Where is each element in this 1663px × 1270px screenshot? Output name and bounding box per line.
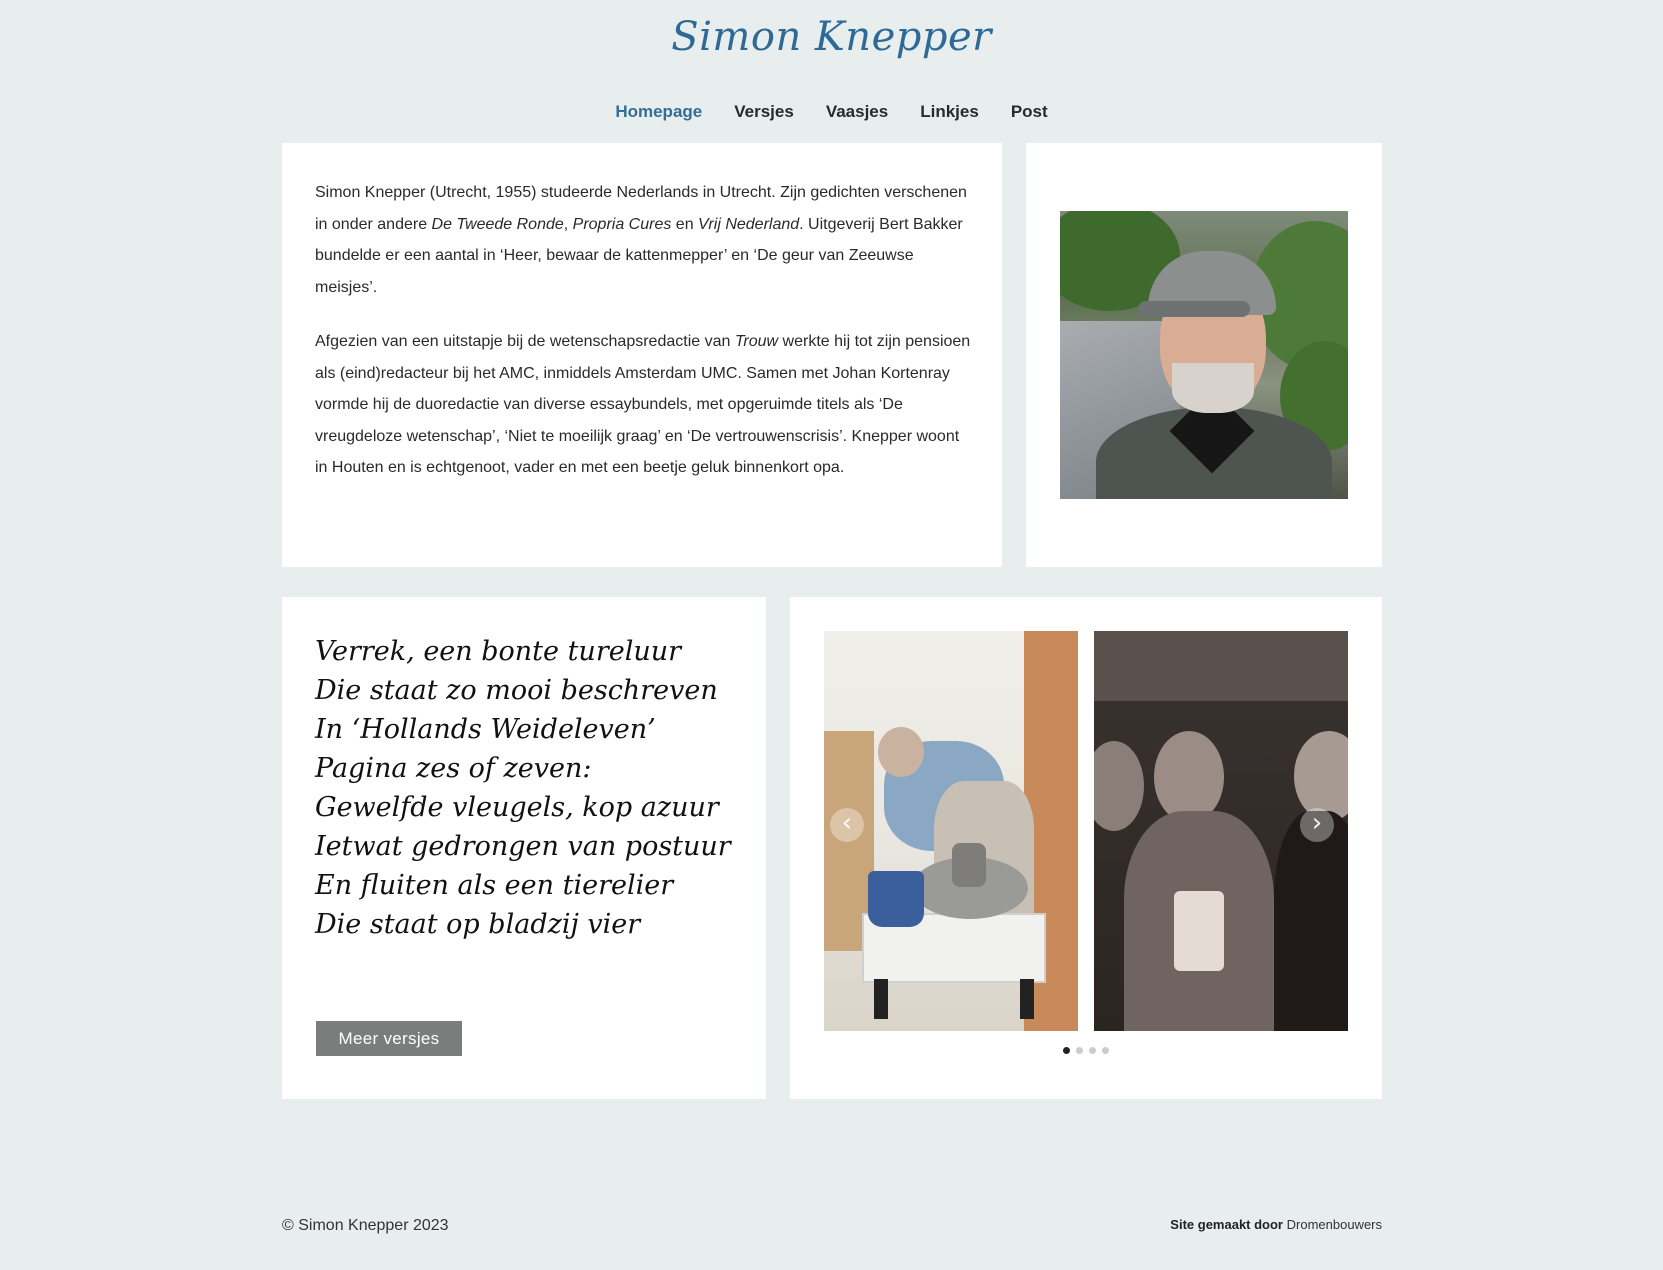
bio-card — [282, 143, 1002, 567]
bio-paragraph-1 — [315, 177, 971, 303]
site-credit — [1170, 1217, 1382, 1232]
bio-text-segment: Afgezien van een uitstapje bij de wetenschapsredactie van — [315, 333, 735, 350]
portrait-card — [1026, 143, 1382, 567]
carousel-dot-2[interactable] — [1076, 1047, 1083, 1054]
credit-prefix: Site gemaakt door — [1170, 1217, 1283, 1232]
carousel-dot-3[interactable] — [1089, 1047, 1096, 1054]
publication-title: Trouw — [734, 333, 779, 350]
nav-item-homepage[interactable]: Homepage — [615, 102, 703, 121]
nav-item-versjes[interactable]: Versjes — [734, 102, 794, 121]
bio-text-segment: . Uitgeverij Bert Bakker bundelde er een aantal in ‘Heer, bewaar de kattenmepper’ en ‘De geur van Zeeuwse meisjes’. — [315, 215, 963, 296]
main-nav — [0, 102, 1663, 122]
poem-line: En fluiten als een tierelier — [315, 870, 674, 901]
bio-text-segment: , — [563, 215, 573, 233]
bio-text-segment: Simon Knepper (Utrecht, 1955) studeerde Nederlands in Utrecht. Zijn gedichten verschenen in onder andere — [315, 184, 967, 233]
bio-paragraph-2 — [315, 326, 971, 484]
chevron-right-icon[interactable]: › — [1300, 808, 1334, 842]
publication-title: Vrij Nederland — [698, 215, 800, 233]
more-poems-button[interactable]: Meer versjes — [316, 1021, 462, 1056]
bio-text-segment: en — [671, 215, 699, 233]
nav-item-linkjes[interactable]: Linkjes — [920, 102, 979, 121]
carousel-dot-4[interactable] — [1102, 1047, 1109, 1054]
poem-line: Die staat op bladzij vier — [315, 909, 641, 940]
publication-title: De Tweede Ronde — [431, 215, 564, 233]
carousel-dot-1[interactable] — [1063, 1047, 1070, 1054]
poem-card — [282, 597, 766, 1099]
poem-line: Verrek, een bonte tureluur — [315, 636, 682, 667]
carousel-pagination — [790, 1047, 1382, 1054]
poem-line: Pagina zes of zeven: — [315, 753, 592, 784]
nav-item-post[interactable]: Post — [1010, 102, 1048, 121]
nav-item-vaasjes[interactable]: Vaasjes — [825, 102, 889, 121]
bio-text-segment: werkte hij tot zijn pensioen als (eind)redacteur bij het AMC, inmiddels Amsterdam UMC. Samen met Johan Kortenray vormde hij de duoredactie van diverse essaybundels, met opgeruimde titels als ‘De vreugdeloze wetenschap’, ‘Niet te moeilijk graag’ en ‘De vertrouwenscrisis’. Knepper woont in Houten en is echtgenoot, vader en met een beetje geluk binnenkort opa. — [315, 333, 971, 476]
credit-link[interactable]: Dromenbouwers — [1286, 1217, 1382, 1232]
poem-line: Die staat zo mooi beschreven — [315, 675, 718, 706]
poem-line: In ‘Hollands Weideleven’ — [315, 714, 656, 745]
poem — [315, 632, 745, 944]
image-carousel — [790, 597, 1382, 1099]
copyright-text: © Simon Knepper 2023 — [282, 1217, 449, 1234]
site-title[interactable]: Simon Knepper — [671, 14, 992, 60]
chevron-left-icon[interactable]: ‹ — [830, 808, 864, 842]
publication-title: Propria Cures — [572, 215, 672, 233]
bio-text — [315, 177, 971, 507]
poem-line: Gewelfde vleugels, kop azuur — [315, 792, 719, 823]
portrait-photo — [1060, 211, 1348, 499]
poem-line: Ietwat gedrongen van postuur — [315, 831, 731, 862]
